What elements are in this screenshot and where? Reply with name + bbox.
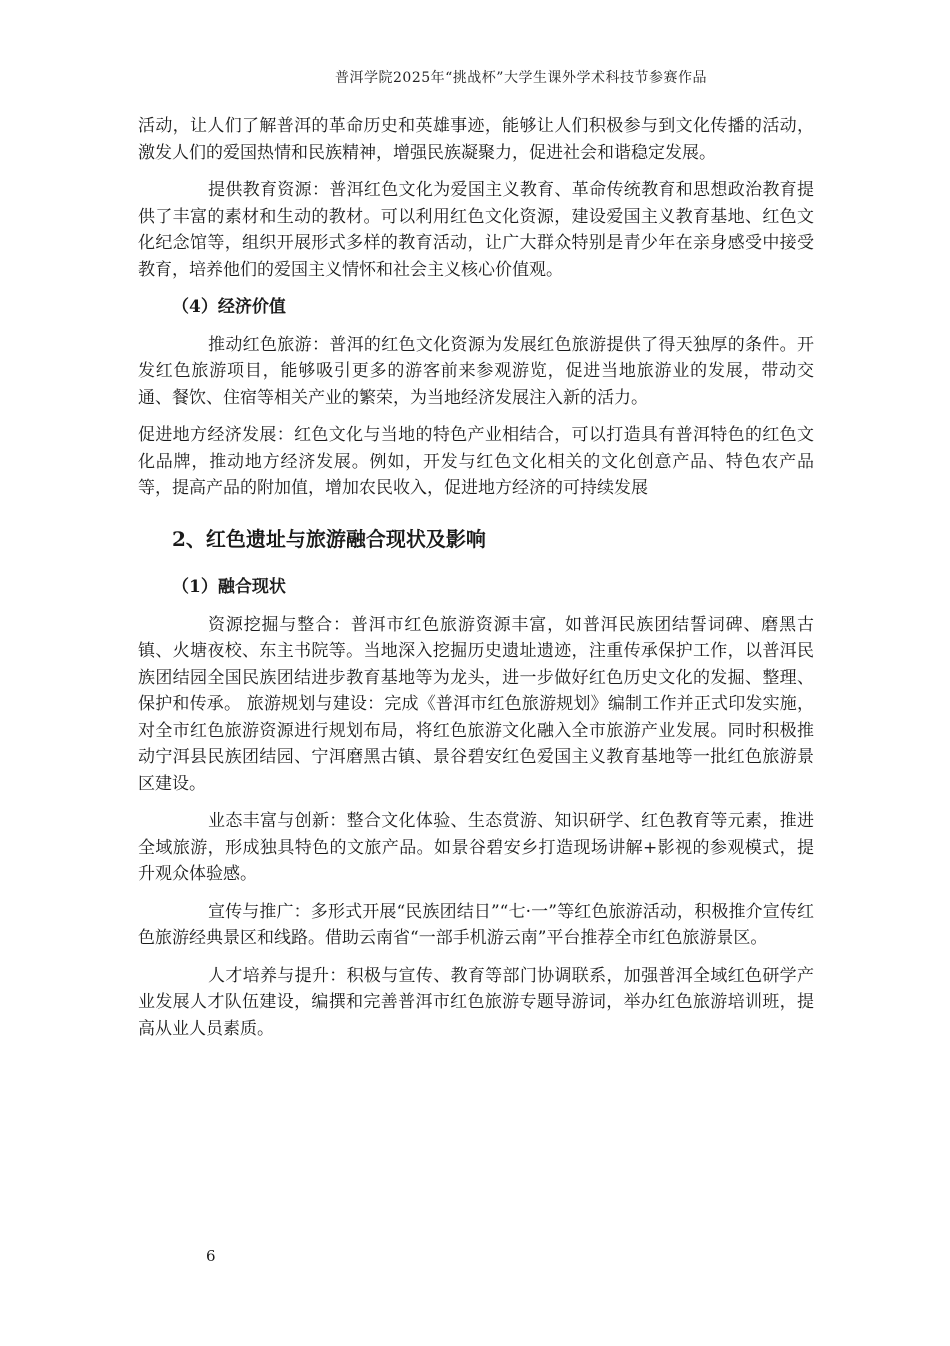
paragraph-activities: 活动，让人们了解普洱的革命历史和英雄事迹，能够让人们积极参与到文化传播的活动，激发人们的爱国热情和民族精神，增强民族凝聚力，促进社会和谐稳定发展。 [138,116,814,163]
paragraph-education-resources: 提供教育资源：普洱红色文化为爱国主义教育、革命传统教育和思想政治教育提供了丰富的素材和生动的教材。可以利用红色文化资源，建设爱国主义教育基地、红色文化纪念馆等，组织开展形式多样的教育活动，让广大群众特别是青少年在亲身感受中接受教育，培养他们的爱国主义情怀和社会主义核心价值观。 [138,180,814,280]
heading-section-2: 2、红色遗址与旅游融合现状及影响 [172,526,486,551]
heading-integration-status: （1）融合现状 [172,577,286,597]
paragraph-business-innovation: 业态丰富与创新：整合文化体验、生态赏游、知识研学、红色教育等元素，推进全域旅游，形成独具特色的文旅产品。如景谷碧安乡打造现场讲解+影视的参观模式，提升观众体验感。 [138,811,814,884]
paragraph-red-tourism: 推动红色旅游：普洱的红色文化资源为发展红色旅游提供了得天独厚的条件。开发红色旅游项目，能够吸引更多的游客前来参观游览，促进当地旅游业的发展，带动交通、餐饮、住宿等相关产业的繁荣，为当地经济发展注入新的活力。 [138,334,814,408]
paragraph-resource-mining: 资源挖掘与整合：普洱市红色旅游资源丰富，如普洱民族团结誓词碑、磨黑古镇、火塘夜校、东主书院等。当地深入挖掘历史遗址遗迹，注重传承保护工作，以普洱民族团结园全国民族团结进步教育基地等为龙头，进一步做好红色历史文化的发掘、整理、保护和传承。 旅游规划与建设：完成《普洱市红色旅游规划》编制工作并正式印发实施，对全市红色旅游资源进行规划布局，将红色旅游文化融入全市旅游产业发展。同时积极推动宁洱县民族团结园、宁洱磨黑古镇、景谷碧安红色爱国主义教育基地等一批红色旅游景区建设。 [138,614,814,794]
paragraph-talent-training: 人才培养与提升：积极与宣传、教育等部门协调联系，加强普洱全域红色研学产业发展人才队伍建设，编撰和完善普洱市红色旅游专题导游词，举办红色旅游培训班，提高从业人员素质。 [138,965,814,1039]
paragraph-promotion: 宣传与推广：多形式开展“民族团结日”“七·一”等红色旅游活动，积极推介宣传红色旅游经典景区和线路。借助云南省“一部手机游云南”平台推荐全市红色旅游景区。 [138,901,814,948]
heading-economic-value: （4）经济价值 [172,297,286,317]
page-header: 普洱学院2025年“挑战杯”大学生课外学术科技节参赛作品 [335,70,707,86]
paragraph-local-economy: 促进地方经济发展：红色文化与当地的特色产业相结合，可以打造具有普洱特色的红色文化品牌，推动地方经济发展。例如，开发与红色文化相关的文化创意产品、特色农产品等，提高产品的附加值，增加农民收入，促进地方经济的可持续发展 [138,425,814,498]
document-body [138,113,814,1053]
page-number: 6 [206,1247,216,1265]
